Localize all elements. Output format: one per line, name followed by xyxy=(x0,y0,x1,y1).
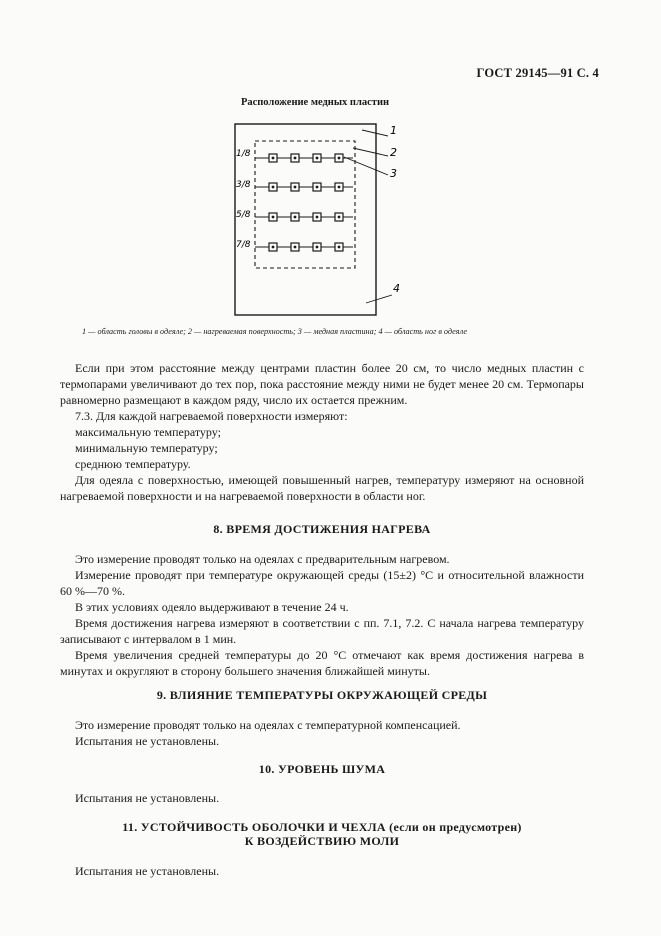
figure-caption: 1 — область головы в одеяле; 2 — нагреваемая поверхность; 3 — медная пластина; 4 — область ног в одеяле xyxy=(82,327,467,336)
section-8-heading: 8. ВРЕМЯ ДОСТИЖЕНИЯ НАГРЕВА xyxy=(213,522,431,536)
callout-2-leader xyxy=(353,148,388,156)
section-11-heading-line2: К ВОЗДЕЙСТВИЮ МОЛИ xyxy=(244,834,400,848)
paragraph: Испытания не установлены. xyxy=(75,734,220,748)
paragraph-plate-spacing: Если при этом расстояние между центрами пластин более 20 см, то число медных пластин с термопарами увеличивают до тех пор, пока расстояние между ними не будет менее 20 см. Термопары равномерно размещают в каждом ряду, число их остается прежним. xyxy=(60,361,584,407)
thermocouple-point xyxy=(272,246,275,249)
thermocouple-point xyxy=(294,216,297,219)
paragraph: В этих условиях одеяло выдерживают в течение 24 ч. xyxy=(75,600,349,614)
section-9-heading: 9. ВЛИЯНИЕ ТЕМПЕРАТУРЫ ОКРУЖАЮЩЕЙ СРЕДЫ xyxy=(156,688,488,702)
list-item: среднюю температуру. xyxy=(75,457,191,471)
thermocouple-point xyxy=(338,246,341,249)
thermocouple-point xyxy=(272,186,275,189)
section-11-heading-line1: 11. УСТОЙЧИВОСТЬ ОБОЛОЧКИ И ЧЕХЛА (если он предусмотрен) xyxy=(122,820,522,834)
thermocouple-point xyxy=(294,157,297,160)
callout-3-leader xyxy=(344,157,388,175)
thermocouple-point xyxy=(316,157,319,160)
thermocouple-point xyxy=(294,186,297,189)
row-label-1-8: 1/8 xyxy=(236,149,251,159)
callout-4: 4 xyxy=(393,282,400,295)
section-11-heading xyxy=(60,820,584,848)
row-label-5-8: 5/8 xyxy=(236,210,251,220)
document-code: ГОСТ 29145—91 С. 4 xyxy=(476,66,599,80)
copper-plates-diagram xyxy=(0,0,661,330)
paragraph-increased-heating: Для одеяла с поверхностью, имеющей повышенный нагрев, температуру измеряют на основной нагреваемой поверхности и на нагреваемой поверхности в области ног. xyxy=(60,473,584,503)
paragraph: Время увеличения средней температуры до 20 °С отмечают как время достижения нагрева в минутах и округляют в сторону большего значения ближайшей минуты. xyxy=(60,648,584,678)
paragraph: Измерение проводят при температуре окружающей среды (15±2) °С и относительной влажности 60 %—70 %. xyxy=(60,568,584,598)
thermocouple-point xyxy=(316,216,319,219)
paragraph: Испытания не установлены. xyxy=(75,791,220,805)
thermocouple-point xyxy=(338,157,341,160)
callout-3: 3 xyxy=(390,167,397,180)
thermocouple-point xyxy=(338,186,341,189)
list-item: минимальную температуру; xyxy=(75,441,218,455)
row-label-7-8: 7/8 xyxy=(236,240,251,250)
thermocouple-point xyxy=(294,246,297,249)
row-label-3-8: 3/8 xyxy=(236,180,251,190)
paragraph: Время достижения нагрева измеряют в соответствии с пп. 7.1, 7.2. С начала нагрева температуру записывают с интервалом в 1 мин. xyxy=(60,616,584,646)
callout-2: 2 xyxy=(390,146,397,159)
thermocouple-point xyxy=(316,186,319,189)
callout-1-leader xyxy=(362,130,388,136)
thermocouple-point xyxy=(316,246,319,249)
thermocouple-point xyxy=(272,157,275,160)
paragraph: Это измерение проводят только на одеялах с температурной компенсацией. xyxy=(75,718,461,732)
callout-4-leader xyxy=(366,295,392,303)
thermocouple-point xyxy=(338,216,341,219)
list-item: максимальную температуру; xyxy=(75,425,221,439)
paragraph-7-3: 7.3. Для каждой нагреваемой поверхности измеряют: xyxy=(75,409,348,423)
paragraph: Испытания не установлены. xyxy=(75,864,220,878)
plate-rows xyxy=(255,154,353,251)
thermocouple-point xyxy=(272,216,275,219)
paragraph: Это измерение проводят только на одеялах с предварительным нагревом. xyxy=(75,552,450,566)
figure-title: Расположение медных пластин xyxy=(240,97,390,108)
section-10-heading: 10. УРОВЕНЬ ШУМА xyxy=(258,762,386,776)
callout-1: 1 xyxy=(390,124,397,137)
